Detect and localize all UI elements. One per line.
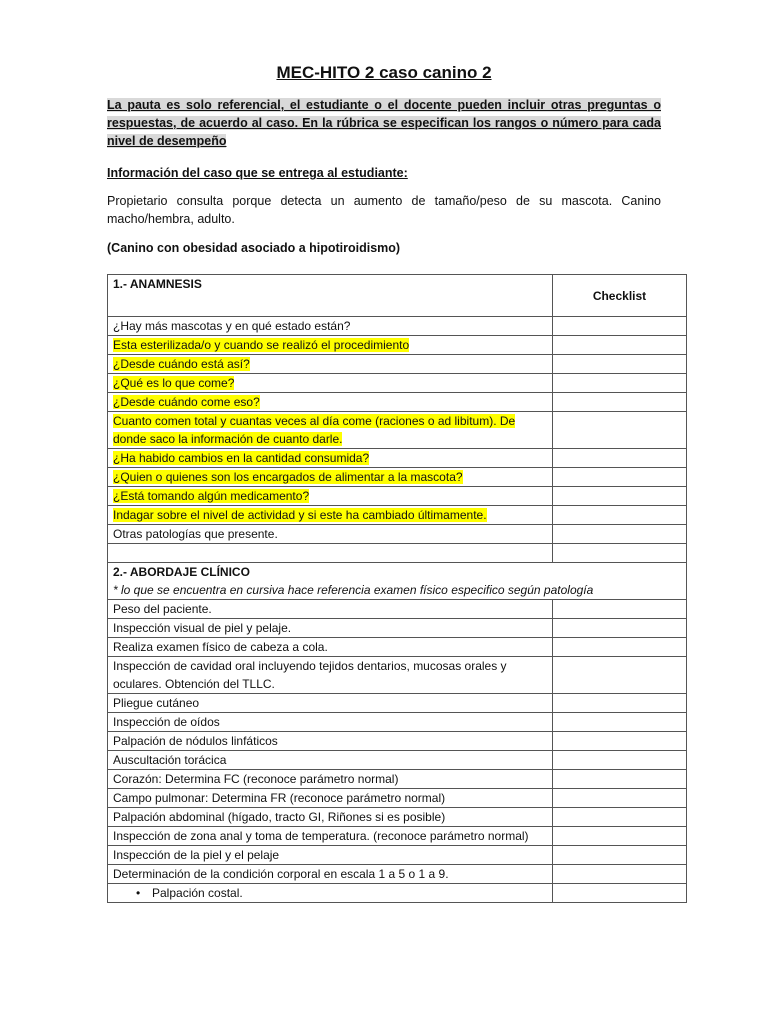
checklist-cell[interactable] <box>553 412 687 449</box>
table-row <box>108 884 687 903</box>
table-row <box>108 638 687 657</box>
document-title: MEC-HITO 2 caso canino 2 <box>276 63 492 82</box>
table-row-empty <box>108 544 687 563</box>
clinical-item: Peso del paciente. <box>108 600 553 619</box>
table-header-row <box>108 275 687 317</box>
clinical-bullet-item <box>108 884 553 903</box>
clinical-item: Palpación de nódulos linfáticos <box>108 732 553 751</box>
table-row <box>108 732 687 751</box>
case-description: Propietario consulta porque detecta un aumento de tamaño/peso de su mascota. Canino macho/hembra, adulto. <box>107 194 661 226</box>
clinical-item: Inspección de cavidad oral incluyendo tejidos dentarios, mucosas orales y oculares. Obtención del TLLC. <box>108 657 553 694</box>
checklist-cell[interactable] <box>553 694 687 713</box>
table-row <box>108 393 687 412</box>
checklist-cell[interactable] <box>553 732 687 751</box>
highlighted-text: ¿Desde cuándo come eso? <box>113 395 260 409</box>
evaluation-table <box>107 274 687 903</box>
table-row <box>108 657 687 694</box>
anamnesis-item <box>108 412 553 449</box>
checklist-cell[interactable] <box>553 657 687 694</box>
table-row <box>108 789 687 808</box>
highlighted-text: Indagar sobre el nivel de actividad y si este ha cambiado últimamente. <box>113 508 487 522</box>
section-anamnesis-title: 1.- ANAMNESIS <box>108 275 553 317</box>
table-row <box>108 770 687 789</box>
highlighted-text: ¿Qué es lo que come? <box>113 376 235 390</box>
checklist-cell[interactable] <box>553 619 687 638</box>
checklist-cell[interactable] <box>553 317 687 336</box>
anamnesis-item: ¿Hay más mascotas y en qué estado están? <box>108 317 553 336</box>
highlighted-text: Cuanto comen total y cuantas veces al día come (raciones o ad libitum). De donde saco la información de cuanto darle. <box>113 414 516 446</box>
anamnesis-item <box>108 449 553 468</box>
checklist-cell[interactable] <box>553 506 687 525</box>
checklist-cell[interactable] <box>553 355 687 374</box>
case-info-label: Información del caso que se entrega al estudiante: <box>107 166 408 180</box>
table-row <box>108 374 687 393</box>
table-row <box>108 317 687 336</box>
anamnesis-item <box>108 336 553 355</box>
anamnesis-item <box>108 374 553 393</box>
highlighted-text: ¿Ha habido cambios en la cantidad consumida? <box>113 451 370 465</box>
clinical-item: Inspección de zona anal y toma de temperatura. (reconoce parámetro normal) <box>108 827 553 846</box>
section-clinical-header-row <box>108 563 687 600</box>
section-clinical-title: 2.- ABORDAJE CLÍNICO <box>113 565 250 579</box>
checklist-cell[interactable] <box>553 808 687 827</box>
table-row <box>108 355 687 374</box>
checklist-cell[interactable] <box>553 544 687 563</box>
highlighted-text: ¿Quien o quienes son los encargados de alimentar a la mascota? <box>113 470 463 484</box>
clinical-item: Auscultación torácica <box>108 751 553 770</box>
clinical-item: Inspección de la piel y el pelaje <box>108 846 553 865</box>
checklist-cell[interactable] <box>553 865 687 884</box>
document-body <box>107 62 661 257</box>
table-row <box>108 525 687 544</box>
checklist-cell[interactable] <box>553 468 687 487</box>
checklist-cell[interactable] <box>553 751 687 770</box>
anamnesis-item: Otras patologías que presente. <box>108 525 553 544</box>
checklist-cell[interactable] <box>553 846 687 865</box>
table-row <box>108 751 687 770</box>
highlighted-text: Esta esterilizada/o y cuando se realizó el procedimiento <box>113 338 410 352</box>
table-row <box>108 865 687 884</box>
table-row <box>108 846 687 865</box>
anamnesis-item <box>108 468 553 487</box>
table-row <box>108 694 687 713</box>
table-row <box>108 449 687 468</box>
clinical-item: Inspección de oídos <box>108 713 553 732</box>
section-clinical-header <box>108 563 687 600</box>
clinical-item: Pliegue cutáneo <box>108 694 553 713</box>
checklist-cell[interactable] <box>553 600 687 619</box>
checklist-cell[interactable] <box>553 525 687 544</box>
clinical-item: Determinación de la condición corporal en escala 1 a 5 o 1 a 9. <box>108 865 553 884</box>
table-row <box>108 808 687 827</box>
checklist-cell[interactable] <box>553 336 687 355</box>
checklist-cell[interactable] <box>553 884 687 903</box>
checklist-cell[interactable] <box>553 393 687 412</box>
checklist-cell[interactable] <box>553 770 687 789</box>
table-row <box>108 827 687 846</box>
checklist-cell[interactable] <box>553 487 687 506</box>
checklist-cell[interactable] <box>553 638 687 657</box>
table-row <box>108 619 687 638</box>
table-row <box>108 713 687 732</box>
anamnesis-item <box>108 355 553 374</box>
anamnesis-item <box>108 487 553 506</box>
case-diagnosis: (Canino con obesidad asociado a hipotiroidismo) <box>107 241 401 255</box>
table-row <box>108 487 687 506</box>
checklist-cell[interactable] <box>553 713 687 732</box>
clinical-item: Realiza examen físico de cabeza a cola. <box>108 638 553 657</box>
reference-note-text: La pauta es solo referencial, el estudiante o el docente pueden incluir otras preguntas o respuestas, de acuerdo al caso. En la rúbrica se especifican los rangos o número para cada nivel de desempeño <box>107 98 661 148</box>
clinical-item: Inspección visual de piel y pelaje. <box>108 619 553 638</box>
checklist-cell[interactable] <box>553 789 687 808</box>
table-row <box>108 412 687 449</box>
reference-note <box>107 96 661 150</box>
clinical-item: Campo pulmonar: Determina FR (reconoce parámetro normal) <box>108 789 553 808</box>
checklist-cell[interactable] <box>553 374 687 393</box>
section-clinical-note: * lo que se encuentra en cursiva hace referencia examen físico especifico según patología <box>113 583 594 597</box>
anamnesis-item <box>108 393 553 412</box>
table-row <box>108 506 687 525</box>
clinical-item: Corazón: Determina FC (reconoce parámetro normal) <box>108 770 553 789</box>
table-row <box>108 600 687 619</box>
clinical-item: Palpación abdominal (hígado, tracto GI, Riñones si es posible) <box>108 808 553 827</box>
anamnesis-item <box>108 506 553 525</box>
table-row <box>108 336 687 355</box>
empty-cell <box>108 544 553 563</box>
bullet-icon: • <box>136 886 141 900</box>
checklist-cell[interactable] <box>553 449 687 468</box>
bullet-text: Palpación costal. <box>152 886 243 900</box>
checklist-cell[interactable] <box>553 827 687 846</box>
highlighted-text: ¿Está tomando algún medicamento? <box>113 489 310 503</box>
highlighted-text: ¿Desde cuándo está así? <box>113 357 250 371</box>
checklist-header: Checklist <box>553 275 687 317</box>
table-row <box>108 468 687 487</box>
